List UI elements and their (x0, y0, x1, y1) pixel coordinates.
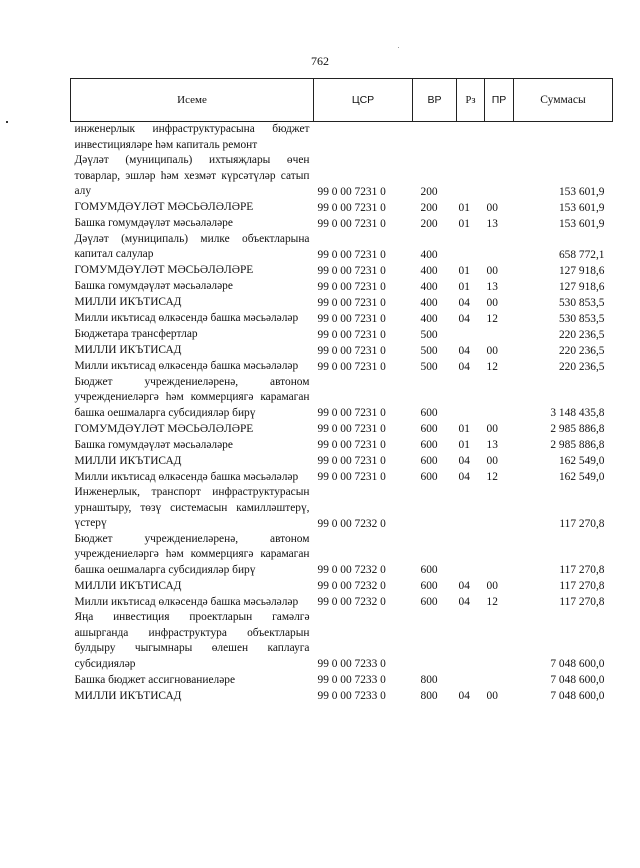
row-rz: 04 (458, 580, 470, 592)
table-row (71, 359, 613, 375)
row-pr (485, 153, 514, 200)
row-sum: 153 601,9 (558, 201, 605, 214)
row-name: Милли икътисад өлкәсендә башка мәсьәләләр (74, 470, 299, 483)
row-csr: 99 0 00 7233 0 (317, 690, 386, 702)
row-name: Бюджет учреждениеләренә, автоном учреждениеләргә һәм коммерциягә карамаган башка оешмаларга субсидияләр бирү (74, 532, 310, 576)
table-row (71, 122, 613, 154)
row-name: ГОМУМДӘҮЛӘТ МӘСЬӘЛӘЛӘРЕ (74, 201, 254, 213)
row-sum: 117 270,8 (559, 596, 605, 608)
row-sum: 3 148 435,8 (550, 407, 605, 419)
row-vr: 500 (420, 328, 438, 341)
row-rz: 01 (458, 423, 470, 435)
table-row (71, 311, 613, 327)
row-rz: 04 (458, 471, 470, 483)
table-row (71, 421, 613, 437)
table-row (71, 216, 613, 232)
row-name: Милли икътисад өлкәсендә башка мәсьәләләр (74, 595, 299, 608)
table-row (71, 327, 613, 343)
row-csr: 99 0 00 7231 0 (317, 312, 386, 325)
row-csr (314, 122, 413, 154)
row-rz (457, 610, 485, 672)
row-vr: 200 (420, 185, 438, 198)
table-row (71, 375, 613, 422)
row-name: Башка бюджет ассигнованиеләре (74, 673, 236, 686)
row-name: Башка гомумдәүләт мәсьәләләре (74, 280, 233, 292)
row-vr: 600 (420, 407, 438, 419)
table-row (71, 532, 613, 579)
row-name: МИЛЛИ ИКЪТИСАД (74, 344, 182, 356)
row-sum: 2 985 886,8 (550, 439, 605, 451)
row-sum: 153 601,9 (558, 217, 605, 230)
row-sum: 7 048 600,0 (550, 674, 605, 686)
row-rz (457, 672, 485, 688)
row-vr (413, 610, 457, 672)
row-rz (457, 375, 485, 422)
row-vr (413, 485, 457, 532)
table-row (71, 453, 613, 469)
row-name: ГОМУМДӘҮЛӘТ МӘСЬӘЛӘЛӘРЕ (74, 264, 254, 276)
row-csr: 99 0 00 7232 0 (317, 517, 386, 530)
row-name: Башка гомумдәүләт мәсьәләләре (74, 217, 233, 229)
table-row (71, 578, 613, 594)
table-row (71, 295, 613, 311)
row-name: Яңа инвестиция проектларын гамәлгә ашырганда инфраструктура объектларын булдыру чыгымнары өлешен каплауга субсидияләр (74, 611, 310, 670)
row-pr (485, 610, 514, 672)
row-pr: 12 (486, 471, 498, 483)
row-pr: 12 (486, 360, 498, 373)
row-name: МИЛЛИ ИКЪТИСАД (74, 579, 182, 592)
table-row (71, 232, 613, 263)
row-pr: 12 (486, 312, 498, 325)
row-rz: 01 (458, 264, 470, 277)
row-csr: 99 0 00 7231 0 (317, 360, 386, 373)
row-vr: 400 (420, 248, 438, 261)
header-pr: ПР (485, 79, 514, 122)
page-number: 762 (311, 54, 329, 68)
row-vr: 400 (420, 312, 438, 325)
row-csr: 99 0 00 7232 0 (317, 596, 386, 608)
row-sum: 162 549,0 (558, 455, 605, 467)
row-pr: 12 (486, 596, 498, 608)
row-pr: 00 (486, 264, 498, 277)
row-csr: 99 0 00 7231 0 (317, 471, 386, 483)
table-row (71, 688, 613, 704)
row-rz: 01 (458, 201, 470, 214)
row-rz: 04 (458, 455, 470, 467)
row-vr: 800 (420, 674, 438, 686)
row-csr: 99 0 00 7231 0 (317, 344, 386, 357)
row-sum: 117 270,8 (559, 517, 605, 530)
row-csr: 99 0 00 7231 0 (317, 407, 386, 419)
margin-dot (6, 121, 8, 123)
row-vr: 600 (420, 471, 438, 483)
row-sum: 117 270,8 (559, 564, 605, 576)
row-pr (485, 327, 514, 343)
table-row (71, 279, 613, 295)
row-sum: 530 853,5 (558, 296, 605, 309)
row-pr: 13 (486, 217, 498, 230)
row-pr: 00 (486, 344, 498, 357)
row-csr: 99 0 00 7231 0 (317, 217, 386, 230)
row-rz: 01 (458, 439, 470, 451)
table-row (71, 153, 613, 200)
row-vr: 400 (420, 296, 438, 309)
row-vr: 200 (420, 201, 438, 214)
row-sum: 7 048 600,0 (550, 658, 605, 670)
row-csr: 99 0 00 7231 0 (317, 328, 386, 341)
row-csr: 99 0 00 7231 0 (317, 439, 386, 451)
row-vr: 600 (420, 580, 438, 592)
row-rz (457, 122, 485, 154)
table-row (71, 263, 613, 279)
header-rz: Рз (457, 79, 485, 122)
table-row (71, 485, 613, 532)
row-rz: 04 (458, 312, 470, 325)
row-vr: 600 (420, 455, 438, 467)
row-sum: 220 236,5 (558, 360, 605, 373)
row-rz (457, 532, 485, 579)
header-sum: Суммасы (514, 79, 613, 122)
row-pr: 00 (486, 455, 498, 467)
row-csr: 99 0 00 7231 0 (317, 248, 386, 261)
table-row (71, 469, 613, 485)
row-vr: 500 (420, 344, 438, 357)
row-sum (514, 122, 613, 154)
table-row (71, 594, 613, 610)
row-pr: 00 (486, 580, 498, 592)
row-sum: 127 918,6 (558, 264, 605, 277)
row-name: Бюджетара трансфертлар (74, 328, 198, 340)
header-name: Исеме (71, 79, 314, 122)
row-sum: 220 236,5 (558, 328, 605, 341)
row-vr (413, 122, 457, 154)
row-sum: 658 772,1 (558, 248, 605, 261)
row-pr: 00 (486, 690, 498, 702)
row-sum: 153 601,9 (558, 185, 605, 198)
row-csr: 99 0 00 7231 0 (317, 296, 386, 309)
table-body (71, 122, 613, 705)
table-row (71, 343, 613, 359)
row-sum: 2 985 886,8 (550, 423, 605, 435)
scan-speck (398, 47, 399, 48)
row-rz: 04 (458, 360, 470, 373)
row-csr: 99 0 00 7231 0 (317, 185, 386, 198)
row-csr: 99 0 00 7231 0 (317, 423, 386, 435)
row-csr: 99 0 00 7231 0 (317, 201, 386, 214)
row-pr (485, 375, 514, 422)
row-name: Инженерлык, транспорт инфраструктурасын урнаштыру, төзү системасын камилләштерү, үстерү (74, 486, 310, 529)
row-vr: 800 (420, 690, 438, 702)
row-vr: 600 (420, 439, 438, 451)
row-pr (485, 532, 514, 579)
row-name: Дәүләт (муниципаль) милке объектларына капитал салулар (74, 232, 310, 260)
row-sum: 530 853,5 (558, 312, 605, 325)
row-csr: 99 0 00 7232 0 (317, 580, 386, 592)
row-rz (457, 327, 485, 343)
row-csr: 99 0 00 7231 0 (317, 264, 386, 277)
table-row (71, 610, 613, 672)
row-rz: 04 (458, 596, 470, 608)
table-row (71, 437, 613, 453)
row-sum: 220 236,5 (558, 344, 605, 357)
row-vr: 600 (420, 596, 438, 608)
row-name: инженерлык инфраструктурасына бюджет инвестицияләре һәм капиталь ремонт (74, 123, 310, 151)
row-rz (457, 232, 485, 263)
row-name: Башка гомумдәүләт мәсьәләләре (74, 438, 233, 451)
budget-table (70, 78, 613, 704)
row-vr: 600 (420, 564, 438, 576)
row-name: МИЛЛИ ИКЪТИСАД (74, 454, 182, 467)
row-name: Милли икътисад өлкәсендә башка мәсьәләләр (74, 360, 299, 372)
row-name: Милли икътисад өлкәсендә башка мәсьәләләр (74, 312, 299, 324)
row-sum: 127 918,6 (558, 280, 605, 293)
row-rz (457, 485, 485, 532)
row-vr: 400 (420, 264, 438, 277)
row-vr: 400 (420, 280, 438, 293)
row-name: Бюджет учреждениеләренә, автоном учреждениеләргә һәм коммерциягә карамаган башка оешмаларга субсидияләр бирү (74, 375, 310, 419)
row-sum: 7 048 600,0 (550, 690, 605, 702)
row-pr (485, 485, 514, 532)
row-pr: 13 (486, 439, 498, 451)
row-name: Дәүләт (муниципаль) ихтыяҗлары өчен товарлар, эшләр һәм хезмәт күрсәтүләр сатып алу (74, 154, 310, 197)
header-csr: ЦСР (314, 79, 413, 122)
row-rz: 01 (458, 217, 470, 230)
table-row (71, 200, 613, 216)
table-header-row (71, 79, 613, 122)
row-vr: 600 (420, 423, 438, 435)
row-pr: 00 (486, 296, 498, 309)
row-rz: 04 (458, 296, 470, 309)
row-csr: 99 0 00 7233 0 (317, 674, 386, 686)
table-row (71, 672, 613, 688)
row-csr: 99 0 00 7231 0 (317, 280, 386, 293)
row-pr (485, 232, 514, 263)
row-pr: 00 (486, 423, 498, 435)
row-pr (485, 672, 514, 688)
row-vr: 200 (420, 217, 438, 230)
row-csr: 99 0 00 7232 0 (317, 564, 386, 576)
row-csr: 99 0 00 7231 0 (317, 455, 386, 467)
row-name: МИЛЛИ ИКЪТИСАД (74, 689, 182, 702)
row-csr: 99 0 00 7233 0 (317, 658, 386, 670)
row-sum: 117 270,8 (559, 580, 605, 592)
row-name: ГОМУМДӘҮЛӘТ МӘСЬӘЛӘЛӘРЕ (74, 422, 254, 435)
row-name: МИЛЛИ ИКЪТИСАД (74, 296, 182, 308)
header-vr: ВР (413, 79, 457, 122)
row-rz (457, 153, 485, 200)
row-sum: 162 549,0 (558, 471, 605, 483)
row-pr: 13 (486, 280, 498, 293)
row-rz: 01 (458, 280, 470, 293)
row-vr: 500 (420, 360, 438, 373)
row-pr: 00 (486, 201, 498, 214)
row-rz: 04 (458, 690, 470, 702)
row-rz: 04 (458, 344, 470, 357)
row-pr (485, 122, 514, 154)
